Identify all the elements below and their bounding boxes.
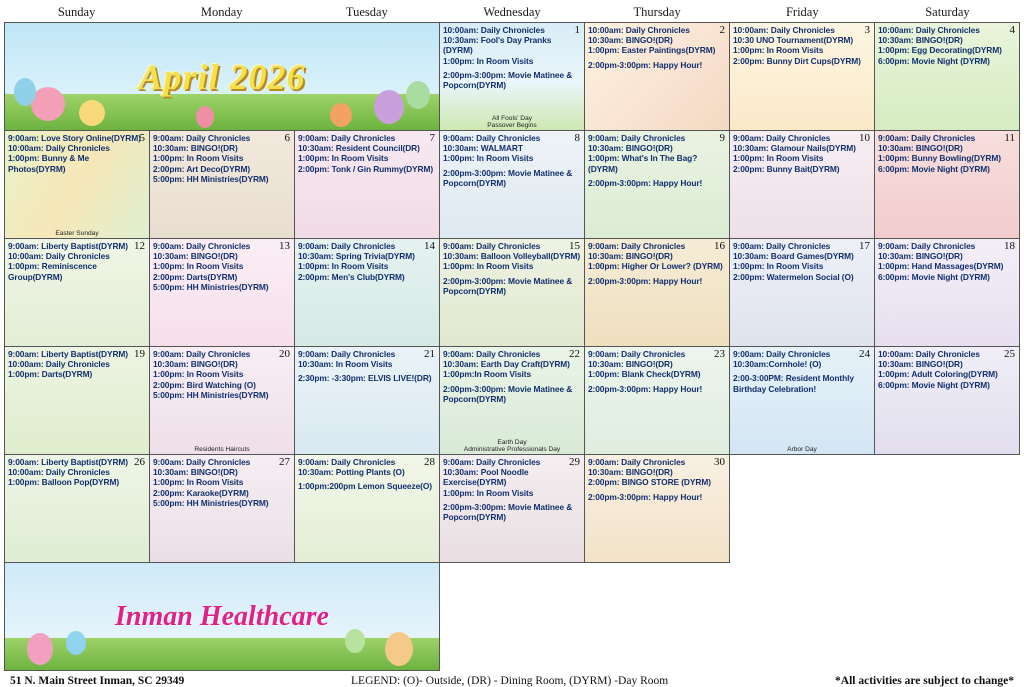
- day-cell[interactable]: [585, 23, 730, 131]
- event-list: [588, 25, 726, 70]
- event-item[interactable]: 5:00pm: HH Ministries(DYRM): [153, 173, 269, 184]
- event-item[interactable]: 9:00am: Daily Chronicles: [878, 133, 976, 143]
- event-item[interactable]: 10:30am: BINGO!(DR): [588, 143, 673, 154]
- event-item[interactable]: 10:30am: Resident Council(DR): [298, 143, 420, 154]
- event-item[interactable]: 10:00am: Daily Chronicles: [8, 143, 110, 154]
- day-cell[interactable]: [295, 455, 440, 563]
- page-title: April 2026: [138, 56, 306, 97]
- day-cell[interactable]: [730, 239, 875, 347]
- event-item[interactable]: 10:30am: In Room Visits: [298, 359, 393, 370]
- event-item[interactable]: 1:00pm: In Room Visits: [298, 261, 389, 272]
- event-item[interactable]: 9:00am: Daily Chronicles: [153, 349, 251, 359]
- event-item[interactable]: 9:00am: Daily Chronicles: [733, 349, 831, 359]
- day-footnote: Residents Haircuts: [194, 446, 250, 453]
- day-cell[interactable]: [585, 347, 730, 455]
- event-item[interactable]: 1:00pm: In Room Visits: [298, 153, 389, 164]
- event-item[interactable]: 1:00pm:200pm Lemon Squeeze(O): [298, 481, 432, 492]
- day-number: 21: [424, 348, 435, 360]
- day-cell[interactable]: [440, 23, 585, 131]
- facility-address: 51 N. Main Street Inman, SC 29349: [10, 675, 185, 687]
- weekday-wednesday: Wednesday: [483, 5, 541, 19]
- event-item[interactable]: 10:30am: WALMART: [443, 143, 523, 154]
- event-item[interactable]: 2:00pm-3:00pm: Happy Hour!: [588, 275, 703, 286]
- day-number: 6: [284, 132, 290, 144]
- event-list: [733, 241, 871, 282]
- event-list: [878, 133, 1016, 174]
- weekday-friday: Friday: [785, 5, 819, 19]
- event-list: [878, 349, 1016, 390]
- event-item[interactable]: 2:00pm-3:00pm: Happy Hour!: [588, 491, 703, 502]
- event-item[interactable]: 9:00am: Daily Chronicles: [733, 133, 831, 143]
- event-item[interactable]: 1:00pm: In Room Visits: [733, 261, 824, 272]
- event-item[interactable]: 10:00am: Daily Chronicles: [8, 251, 110, 262]
- day-number: 23: [714, 348, 725, 360]
- facility-name: Inman Healthcare: [115, 600, 329, 632]
- day-footnote: All Fools' Day: [491, 115, 533, 122]
- event-item[interactable]: 9:00am: Liberty Baptist(DYRM): [8, 241, 128, 251]
- event-list: [8, 241, 146, 282]
- event-item[interactable]: 1:00pm: In Room Visits: [153, 261, 244, 272]
- event-list: [443, 457, 581, 522]
- day-number: 7: [429, 132, 435, 144]
- event-item[interactable]: 2:00-3:00PM: Resident Monthly Birthday Celebration!: [733, 373, 854, 394]
- event-item[interactable]: 2:00pm: Bird Watching (O): [153, 379, 256, 390]
- legend-text: LEGEND: (O)- Outside, (DR) - Dining Room, (DYRM) -Day Room: [351, 675, 669, 687]
- event-item[interactable]: 10:00am: Daily Chronicles: [733, 25, 835, 35]
- event-item[interactable]: 10:30am: Board Games(DYRM): [733, 251, 854, 262]
- day-number: 14: [424, 240, 435, 252]
- event-item[interactable]: 10:30am: BINGO!(DR): [588, 251, 673, 262]
- event-list: [8, 133, 146, 174]
- event-item[interactable]: 1:00pm:In Room Visits: [443, 369, 532, 380]
- day-cell[interactable]: [5, 239, 150, 347]
- day-cell[interactable]: [875, 131, 1020, 239]
- event-item[interactable]: 2:00pm-3:00pm: Happy Hour!: [588, 383, 703, 394]
- day-number: 1: [574, 24, 580, 36]
- weekday-sunday: Sunday: [57, 5, 96, 19]
- event-list: [733, 133, 871, 174]
- day-cell[interactable]: [875, 347, 1020, 455]
- day-cell[interactable]: [150, 131, 295, 239]
- day-number: 30: [714, 456, 725, 468]
- event-item[interactable]: 1:00pm: In Room Visits: [153, 477, 244, 488]
- event-item[interactable]: 1:00pm: In Room Visits: [733, 45, 824, 56]
- day-cell[interactable]: [440, 455, 585, 563]
- event-item[interactable]: 1:00pm: Darts(DYRM): [8, 369, 93, 380]
- day-number: 20: [279, 348, 290, 360]
- day-footnote-secondary: Passover Begins: [487, 122, 537, 129]
- event-list: [443, 25, 581, 90]
- event-list: [878, 241, 1016, 282]
- event-item[interactable]: 9:00am: Daily Chronicles: [153, 133, 251, 143]
- event-list: [733, 25, 871, 66]
- event-item[interactable]: 10:30am: BINGO!(DR): [153, 251, 238, 262]
- event-item[interactable]: 2:00pm-3:00pm: Movie Matinee & Popcorn(DYRM): [443, 383, 573, 404]
- event-item[interactable]: 1:00pm: Higher Or Lower? (DYRM): [588, 261, 723, 272]
- event-item[interactable]: 10:00am: Daily Chronicles: [588, 25, 690, 35]
- event-item[interactable]: 2:00pm-3:00pm: Movie Matinee & Popcorn(DYRM): [443, 501, 573, 523]
- event-item[interactable]: 5:00pm: HH Ministries(DYRM): [153, 497, 269, 508]
- event-item[interactable]: 10:30am: BINGO!(DR): [588, 35, 673, 46]
- event-item[interactable]: 1:00pm: Adult Coloring(DYRM): [878, 369, 998, 380]
- weekday-tuesday: Tuesday: [345, 5, 388, 19]
- event-item[interactable]: 1:00pm: Hand Massages(DYRM): [878, 261, 1004, 272]
- event-list: [8, 457, 146, 488]
- day-cell[interactable]: [875, 23, 1020, 131]
- event-item[interactable]: 2:00pm: BINGO STORE (DYRM): [588, 477, 711, 488]
- event-item[interactable]: 9:00am: Daily Chronicles: [443, 133, 541, 143]
- event-item[interactable]: 1:00pm: Egg Decorating(DYRM): [878, 45, 1002, 56]
- event-item[interactable]: 6:00pm: Movie Night (DYRM): [878, 163, 990, 174]
- day-cell[interactable]: [150, 239, 295, 347]
- event-item[interactable]: 9:00am: Liberty Baptist(DYRM): [8, 349, 128, 359]
- event-item[interactable]: 10:00am: Daily Chronicles: [8, 359, 110, 370]
- event-item[interactable]: 10:30am: Balloon Volleyball(DYRM): [443, 251, 581, 262]
- day-number: 26: [134, 456, 145, 468]
- day-number: 24: [859, 348, 870, 360]
- event-item[interactable]: 1:00pm: In Room Visits: [153, 153, 244, 164]
- event-item[interactable]: 9:00am: Daily Chronicles: [588, 133, 686, 143]
- event-item[interactable]: 1:00pm: In Room Visits: [733, 153, 824, 164]
- event-item[interactable]: 1:00pm: Reminiscence Group(DYRM): [8, 261, 97, 282]
- event-item[interactable]: 10:30am: BINGO!(DR): [588, 467, 673, 478]
- event-item[interactable]: 1:00pm: In Room Visits: [443, 55, 534, 66]
- event-list: [733, 349, 871, 394]
- event-item[interactable]: 6:00pm: Movie Night (DYRM): [878, 271, 990, 282]
- event-list: [153, 349, 291, 400]
- weekday-header-row: [4, 2, 1020, 22]
- event-item[interactable]: 5:00pm: HH Ministries(DYRM): [153, 389, 269, 400]
- event-item[interactable]: 2:00pm: Karaoke(DYRM): [153, 487, 249, 498]
- event-item[interactable]: 10:00am: Daily Chronicles: [878, 25, 980, 35]
- event-item[interactable]: 9:00am: Daily Chronicles: [153, 241, 251, 251]
- weekday-saturday: Saturday: [925, 5, 970, 19]
- day-number: 19: [134, 348, 145, 360]
- event-list: [153, 457, 291, 508]
- event-item[interactable]: 10:30am:Cornhole! (O): [733, 359, 822, 370]
- day-number: 27: [279, 456, 290, 468]
- footer-bar: [4, 671, 1020, 687]
- day-cell[interactable]: [730, 23, 875, 131]
- day-number: 22: [569, 348, 580, 360]
- event-item[interactable]: 1:00pm: Blank Check(DYRM): [588, 369, 701, 380]
- event-list: [298, 349, 436, 384]
- event-item[interactable]: 1:00pm: Bunny & Me Photos(DYRM): [8, 153, 90, 174]
- event-item[interactable]: 9:00am: Daily Chronicles: [588, 349, 686, 359]
- event-item[interactable]: 2:00pm: Men's Club(DYRM): [298, 271, 405, 282]
- event-item[interactable]: 1:00pm: Easter Paintings(DYRM): [588, 45, 716, 56]
- event-item[interactable]: 2:00pm: Art Deco(DYRM): [153, 163, 251, 174]
- event-list: [153, 241, 291, 292]
- day-cell[interactable]: [730, 131, 875, 239]
- event-item[interactable]: 10:30am: BINGO!(DR): [153, 143, 238, 154]
- day-footnote: Earth Day: [497, 439, 527, 446]
- day-cell[interactable]: [730, 347, 875, 455]
- event-item[interactable]: 10:30am: Earth Day Craft(DYRM): [443, 359, 570, 370]
- event-item[interactable]: 1:00pm: Bunny Bowling(DYRM): [878, 153, 1001, 164]
- event-item[interactable]: 5:00pm: HH Ministries(DYRM): [153, 281, 269, 292]
- day-number: 3: [864, 24, 870, 36]
- event-item[interactable]: 9:00am: Daily Chronicles: [153, 457, 251, 467]
- event-list: [153, 133, 291, 184]
- day-cell[interactable]: [585, 455, 730, 563]
- event-item[interactable]: 9:00am: Daily Chronicles: [298, 133, 396, 143]
- day-number: 16: [714, 240, 725, 252]
- event-list: [298, 133, 436, 174]
- day-footnote: Easter Sunday: [55, 230, 99, 237]
- event-list: [588, 241, 726, 286]
- event-item[interactable]: 2:00pm: Tonk / Gin Rummy(DYRM): [298, 163, 434, 174]
- disclaimer-note: *All activities are subject to change*: [835, 675, 1014, 687]
- day-number: 25: [1004, 348, 1015, 360]
- event-item[interactable]: 9:00am: Daily Chronicles: [298, 349, 396, 359]
- event-item[interactable]: 2:00pm-3:00pm: Happy Hour!: [588, 59, 703, 70]
- day-cell[interactable]: [585, 131, 730, 239]
- facility-logo-banner: [5, 563, 440, 671]
- event-item[interactable]: 9:00am: Daily Chronicles: [298, 457, 396, 467]
- event-item[interactable]: 9:00am: Liberty Baptist(DYRM): [8, 457, 128, 467]
- event-item[interactable]: 1:00pm: Balloon Pop(DYRM): [8, 477, 120, 488]
- event-item[interactable]: 1:00pm: What's In The Bag? (DYRM): [588, 153, 698, 174]
- event-item[interactable]: 10:30am: Spring Trivia(DYRM): [298, 251, 415, 262]
- day-number: 15: [569, 240, 580, 252]
- event-item[interactable]: 2:30pm: -3:30pm: ELVIS LIVE!(DR): [298, 373, 432, 384]
- event-item[interactable]: 10:30am: Fool's Day Pranks (DYRM): [443, 35, 552, 56]
- day-number: 28: [424, 456, 435, 468]
- day-cell[interactable]: [440, 239, 585, 347]
- day-cell[interactable]: [150, 347, 295, 455]
- event-list: [8, 349, 146, 380]
- day-number: 13: [279, 240, 290, 252]
- event-list: [298, 241, 436, 282]
- event-item[interactable]: 10:30am: BINGO!(DR): [878, 251, 963, 262]
- day-cell[interactable]: [295, 239, 440, 347]
- weekday-thursday: Thursday: [633, 5, 681, 19]
- event-list: [443, 349, 581, 404]
- event-item[interactable]: 10:00am: Daily Chronicles: [878, 349, 980, 359]
- event-list: [298, 457, 436, 492]
- event-item[interactable]: 10:30 UNO Tournament(DYRM): [733, 35, 854, 46]
- day-number: 12: [134, 240, 145, 252]
- event-item[interactable]: 6:00pm: Movie Night (DYRM): [878, 55, 990, 66]
- event-item[interactable]: 10:30am: Pool Noodle Exercise(DYRM): [443, 467, 529, 488]
- day-number: 11: [1004, 132, 1015, 144]
- event-item[interactable]: 10:00am: Daily Chronicles: [443, 25, 545, 35]
- event-item[interactable]: 10:30am: BINGO!(DR): [588, 359, 673, 370]
- event-item[interactable]: 2:00pm-3:00pm: Movie Matinee & Popcorn(DYRM): [443, 167, 573, 188]
- day-cell[interactable]: [295, 131, 440, 239]
- event-item[interactable]: 1:00pm: In Room Visits: [153, 369, 244, 380]
- day-cell[interactable]: [5, 131, 150, 239]
- event-list: [878, 25, 1016, 66]
- calendar-title-banner: [5, 23, 440, 131]
- calendar-grid: [4, 22, 1020, 671]
- day-number: 10: [859, 132, 870, 144]
- event-item[interactable]: 10:00am: Daily Chronicles: [8, 467, 110, 478]
- event-item[interactable]: 9:00am: Daily Chronicles: [443, 241, 541, 251]
- event-item[interactable]: 9:00am: Daily Chronicles: [588, 457, 686, 467]
- day-cell[interactable]: [150, 455, 295, 563]
- day-cell[interactable]: [440, 347, 585, 455]
- event-item[interactable]: 1:00pm: In Room Visits: [443, 261, 534, 272]
- event-list: [443, 241, 581, 296]
- day-footnote-secondary: Administrative Professionals Day: [463, 446, 561, 453]
- event-item[interactable]: 9:00am: Daily Chronicles: [298, 241, 396, 251]
- event-item[interactable]: 6:00pm: Movie Night (DYRM): [878, 379, 990, 390]
- day-cell[interactable]: [295, 347, 440, 455]
- day-number: 8: [574, 132, 580, 144]
- event-item[interactable]: 2:00pm-3:00pm: Happy Hour!: [588, 177, 703, 188]
- event-item[interactable]: 10:30am: BINGO!(DR): [878, 143, 963, 154]
- event-list: [588, 349, 726, 394]
- event-item[interactable]: 2:00pm: Bunny Bait(DYRM): [733, 163, 840, 174]
- event-item[interactable]: 1:00pm: In Room Visits: [443, 487, 534, 498]
- day-number: 5: [139, 132, 145, 144]
- event-item[interactable]: 1:00pm: In Room Visits: [443, 153, 534, 164]
- day-number: 18: [1004, 240, 1015, 252]
- day-cell[interactable]: [5, 455, 150, 563]
- event-item[interactable]: 10:30am: BINGO!(DR): [153, 467, 238, 478]
- event-item[interactable]: 2:00pm-3:00pm: Movie Matinee & Popcorn(DYRM): [443, 69, 573, 91]
- event-item[interactable]: 2:00pm: Watermelon Social (O): [733, 271, 854, 282]
- event-list: [588, 133, 726, 188]
- event-item[interactable]: 2:00pm: Bunny Dirt Cups(DYRM): [733, 55, 861, 66]
- day-cell[interactable]: [5, 347, 150, 455]
- event-item[interactable]: 10:30am: BINGO!(DR): [153, 359, 238, 370]
- weekday-monday: Monday: [200, 5, 243, 19]
- day-number: 9: [719, 132, 725, 144]
- day-footnote: Arbor Day: [787, 446, 817, 453]
- event-item[interactable]: 9:00am: Daily Chronicles: [733, 241, 831, 251]
- day-number: 4: [1009, 24, 1015, 36]
- event-item[interactable]: 9:00am: Love Story Online(DYRM): [8, 133, 141, 143]
- day-cell[interactable]: [585, 239, 730, 347]
- day-cell[interactable]: [875, 239, 1020, 347]
- event-item[interactable]: 9:00am: Daily Chronicles: [443, 457, 541, 467]
- event-item[interactable]: 2:00pm-3:00pm: Movie Matinee & Popcorn(DYRM): [443, 275, 573, 296]
- event-item[interactable]: 9:00am: Daily Chronicles: [443, 349, 541, 359]
- day-number: 17: [859, 240, 870, 252]
- event-item[interactable]: 10:30am: BINGO!(DR): [878, 35, 963, 46]
- event-item[interactable]: 10:30am: Glamour Nails(DYRM): [733, 143, 856, 154]
- event-item[interactable]: 10:30am: BINGO!(DR): [878, 359, 963, 370]
- event-list: [443, 133, 581, 188]
- event-item[interactable]: 2:00pm: Darts(DYRM): [153, 271, 238, 282]
- day-cell[interactable]: [440, 131, 585, 239]
- event-list: [588, 457, 726, 502]
- day-number: 29: [569, 456, 580, 468]
- event-item[interactable]: 10:30am: Potting Plants (O): [298, 467, 405, 478]
- event-item[interactable]: 9:00am: Daily Chronicles: [588, 241, 686, 251]
- event-item[interactable]: 9:00am: Daily Chronicles: [878, 241, 976, 251]
- day-number: 2: [719, 24, 725, 36]
